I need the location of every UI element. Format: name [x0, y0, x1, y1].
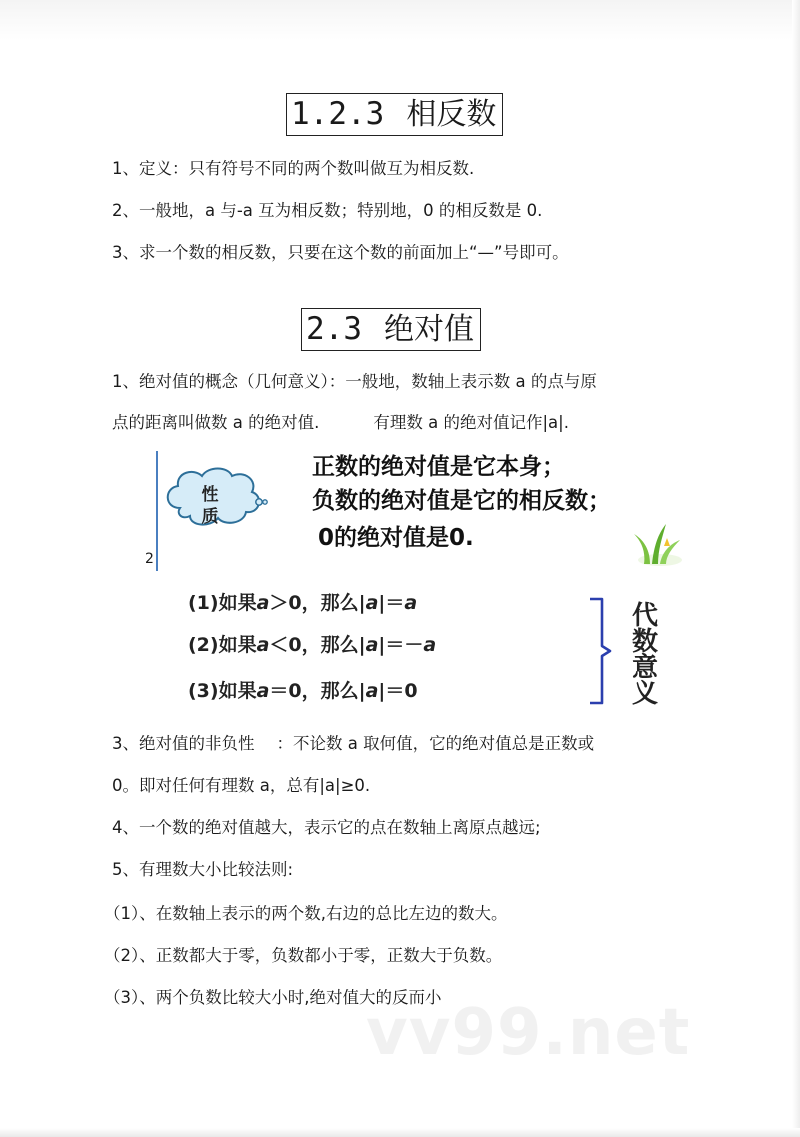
section1-heading-title: 相反数 [406, 97, 497, 132]
algebraic-meaning-label [628, 603, 662, 707]
section2-item1-line1: 1、绝对值的概念（几何意义）：一般地，数轴上表示数 a 的点与原 [112, 372, 597, 391]
rule-2: （2）、正数都大于零，负数都小于零，正数大于负数。 [104, 946, 503, 965]
row2-result: |＝－ [378, 634, 424, 656]
section2-heading-title: 绝对值 [384, 312, 474, 347]
section1-heading [286, 93, 503, 136]
section2-item5: 5、有理数大小比较法则: [112, 860, 294, 879]
row1-cond: ＞0，那么| [269, 592, 366, 614]
row3-rhs: 0 [404, 680, 418, 702]
item1-line2-part-b: 有理数 a 的绝对值记作|a|. [373, 413, 569, 432]
page-right-shadow [792, 0, 800, 1137]
row1-rhs: a [404, 592, 418, 614]
cloud-label-1: 性 [201, 485, 219, 505]
property-line-3: 0的绝对值是0. [318, 525, 474, 551]
row2-var: a [256, 634, 270, 656]
section2-item3-line1 [112, 736, 594, 753]
row1-result: |＝ [378, 592, 405, 614]
page-top-shadow [0, 0, 800, 40]
section2-heading [301, 308, 481, 351]
label-char-3: 意 [631, 653, 658, 683]
row2-rhs: a [423, 634, 437, 656]
property-bar [156, 451, 158, 571]
rule-1: （1）、在数轴上表示的两个数,右边的总比左边的数大。 [104, 904, 508, 923]
item1-line2-part-a: 点的距离叫做数 a 的绝对值. [112, 413, 320, 432]
property-line-2: 负数的绝对值是它的相反数； [312, 488, 611, 514]
section1-heading-number: 1.2.3 [291, 96, 385, 132]
row1-abs: a [365, 592, 379, 614]
page-bottom-shadow [0, 1128, 800, 1137]
property-number: 2 [145, 551, 154, 567]
section1-item-3: 3、求一个数的相反数，只要在这个数的前面加上“—”号即可。 [112, 243, 569, 262]
section1-item-1: 1、定义：只有符号不同的两个数叫做互为相反数. [112, 159, 475, 178]
row2-cond: ＜0，那么| [269, 634, 366, 656]
algebraic-row-3 [188, 682, 418, 701]
label-char-2: 数 [631, 627, 658, 657]
grass-decoration-icon [630, 520, 682, 566]
label-char-1: 代 [631, 601, 658, 631]
section2-item1-line2 [112, 415, 569, 432]
row3-prefix: (3)如果 [188, 680, 257, 702]
algebraic-row-2 [188, 636, 436, 655]
item3-part-b: ：不论数 a 取何值，它的绝对值总是正数或 [276, 734, 595, 753]
rule-3: （3）、两个负数比较大小时,绝对值大的反而小 [104, 988, 442, 1007]
section1-item-2: 2、一般地，a 与-a 互为相反数；特别地，0 的相反数是 0. [112, 201, 543, 220]
row2-abs: a [365, 634, 379, 656]
row2-prefix: (2)如果 [188, 634, 257, 656]
row1-var: a [256, 592, 270, 614]
property-line-1: 正数的绝对值是它本身； [312, 454, 565, 480]
section2-item3-line2: 0。即对任何有理数 a，总有|a|≥0. [112, 776, 371, 795]
label-char-4: 义 [631, 679, 658, 709]
algebraic-row-1 [188, 594, 417, 613]
row3-cond: ＝0，那么| [269, 680, 366, 702]
row3-abs: a [365, 680, 379, 702]
row3-result: |＝ [378, 680, 405, 702]
row1-prefix: (1)如果 [188, 592, 257, 614]
right-brace-icon [588, 596, 612, 706]
section2-heading-number: 2.3 [306, 311, 362, 347]
watermark: vv99.net [366, 996, 691, 1070]
cloud-label [193, 484, 227, 528]
item3-part-a: 3、绝对值的非负性 [112, 734, 255, 753]
cloud-label-2: 质 [201, 507, 219, 527]
section2-item4: 4、一个数的绝对值越大，表示它的点在数轴上离原点越远; [112, 818, 541, 837]
row3-var: a [256, 680, 270, 702]
